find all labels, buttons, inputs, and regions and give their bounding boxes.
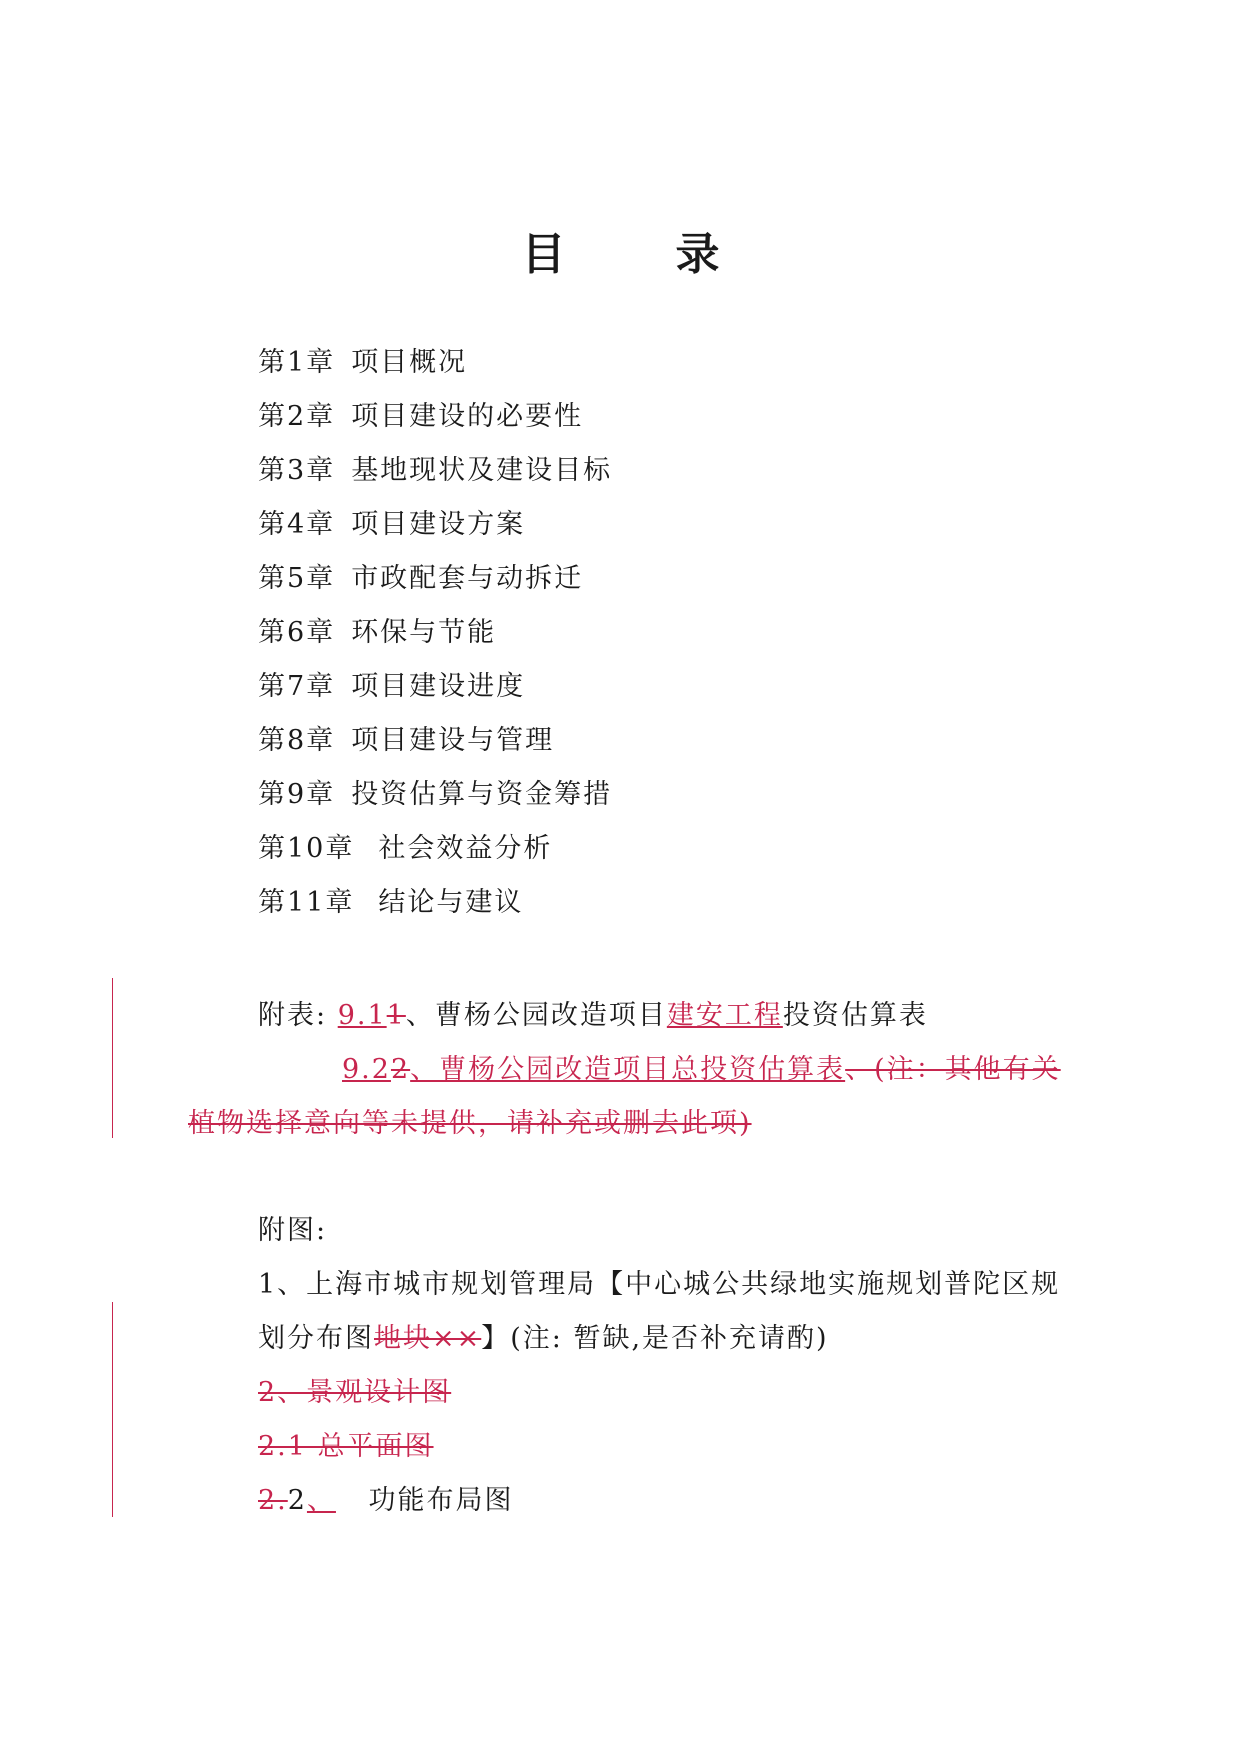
chapter-title: 项目建设的必要性 [351,401,584,432]
figure-2-line [258,1478,514,1517]
chapter-number: 第10章 [258,833,355,864]
deleted-figure-2-1: 2.1 总平面图 [258,1431,434,1462]
table-1-title-part: 、曹杨公园改造项目 [405,1000,667,1031]
chapter-number: 第6章 [258,617,336,648]
chapter-item [258,610,496,649]
chapter-number: 第4章 [258,509,336,540]
title-char-1: 目 [521,229,566,280]
chapter-item [258,502,525,541]
chapter-number: 第8章 [258,725,336,756]
chapter-title: 环保与节能 [351,617,497,648]
chapter-item [258,880,523,919]
chapter-number: 第7章 [258,671,336,702]
table-1-title-tail: 投资估算表 [782,1000,928,1031]
chapter-title: 项目建设方案 [351,509,526,540]
deleted-note-cont: 植物选择意向等未提供，请补充或删去此项) [188,1108,752,1139]
revision-bar [112,1302,113,1517]
chapter-number: 第3章 [258,455,336,486]
chapter-item [258,448,612,487]
chapter-title: 社会效益分析 [378,833,553,864]
figure-1-line-1: 1、上海市城市规划管理局【中心城公共绿地实施规划普陀区规 [258,1269,1061,1300]
deleted-figure-2: 2、景观设计图 [258,1377,452,1408]
inserted-text: 建安工程 [666,1000,783,1031]
deleted-number: 2 [390,1054,411,1085]
inserted-separator: 、 [306,1485,336,1516]
page-title [0,218,1241,282]
figure-1-line-2 [258,1316,829,1355]
appendix-figures-label: 附图: [258,1215,328,1246]
inserted-text: 、曹杨公园改造项目总投资估算表 [410,1054,846,1085]
chapter-title: 投资估算与资金筹措 [351,779,613,810]
appendix-table-2-cont [188,1101,752,1140]
chapter-title: 市政配套与动拆迁 [351,563,584,594]
figure-2-title: 功能布局图 [368,1485,514,1516]
chapter-title: 项目建设进度 [351,671,526,702]
deleted-text: 地块×× [374,1323,482,1354]
title-char-2: 录 [675,229,720,280]
chapter-number: 第11章 [258,887,355,918]
chapter-item [258,772,612,811]
revision-bar [112,978,113,1138]
deleted-note: 、(注：其他有关 [845,1054,1061,1085]
chapter-item [258,394,583,433]
appendix-table-1 [258,993,928,1032]
chapter-item [258,556,583,595]
chapter-item [258,664,525,703]
appendix-table-2 [342,1047,1061,1086]
inserted-number: 9.1 [337,1000,387,1031]
chapter-title: 项目建设与管理 [351,725,555,756]
deleted-number: 2. [258,1485,288,1516]
chapter-title: 项目概况 [351,347,468,378]
deleted-number: 1 [386,1000,406,1031]
chapter-item [258,826,552,865]
figure-1-note: 】(注: 暂缺,是否补充请酌) [481,1323,829,1354]
figure-2-number: 2 [287,1485,307,1516]
inserted-number: 9.2 [342,1054,391,1085]
chapter-number: 第9章 [258,779,336,810]
figure-1-text: 划分布图 [258,1323,374,1354]
chapter-item [258,340,467,379]
chapter-title: 结论与建议 [378,887,524,918]
chapter-number: 第1章 [258,347,336,378]
appendix-tables-label: 附表: [258,1000,328,1031]
chapter-number: 第5章 [258,563,336,594]
chapter-title: 基地现状及建设目标 [351,455,613,486]
chapter-item [258,718,554,757]
chapter-number: 第2章 [258,401,336,432]
